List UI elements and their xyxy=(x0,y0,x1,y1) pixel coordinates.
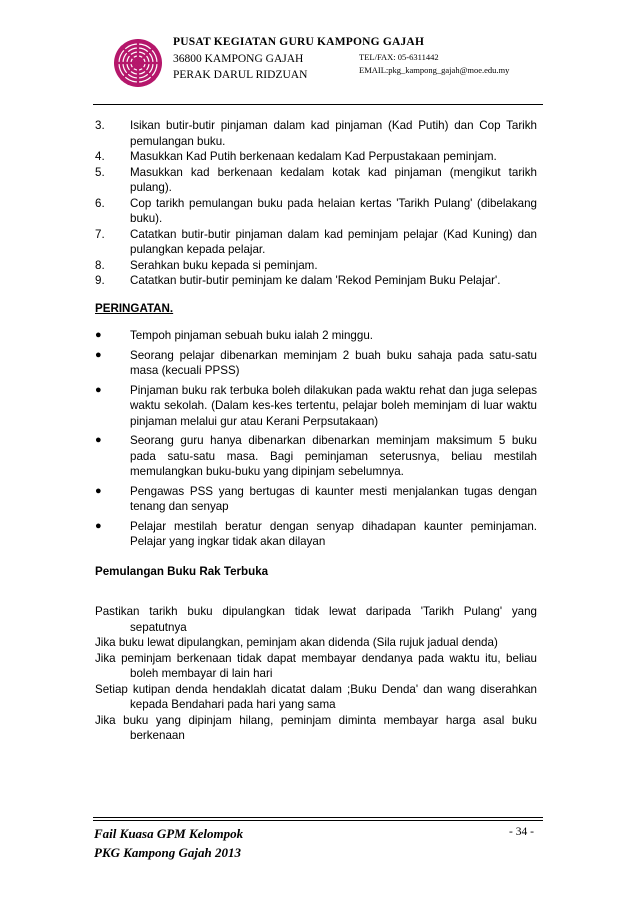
bullet-text: Seorang pelajar dibenarkan meminjam 2 buah buku sahaja pada satu-satu masa (kecuali PPSS) xyxy=(130,348,537,377)
letterhead-address-line2: PERAK DARUL RIDZUAN xyxy=(173,69,308,81)
paragraph: Pastikan tarikh buku dipulangkan tidak lewat daripada 'Tarikh Pulang' yang sepatutnya xyxy=(95,605,537,634)
list-item-text: Cop tarikh pemulangan buku pada helaian kertas 'Tarikh Pulang' (dibelakang buku). xyxy=(130,196,537,225)
bullet-item xyxy=(95,519,537,550)
bullet-icon: ● xyxy=(95,329,102,341)
list-item xyxy=(95,149,537,165)
letterhead-address-line1: 36800 KAMPONG GAJAH xyxy=(173,53,304,65)
list-item-text: Masukkan Kad Putih berkenaan kedalam Kad Perpustakaan peminjam. xyxy=(130,150,497,163)
footer-divider xyxy=(93,820,543,821)
letterhead xyxy=(93,32,543,102)
list-item-text: Isikan butir-butir pinjaman dalam kad pinjaman (Kad Putih) dan Cop Tarikh pemulangan buku. xyxy=(130,119,537,148)
page-number: - 34 - xyxy=(509,826,534,838)
warning-list xyxy=(95,328,537,550)
list-item-text: Masukkan kad berkenaan kedalam kotak kad pinjaman (mengikut tarikh pulang). xyxy=(130,165,537,194)
list-item-number: 6. xyxy=(95,196,105,210)
return-paragraphs xyxy=(95,604,537,744)
letterhead-email: EMAIL:pkg_kampong_gajah@moe.edu.my xyxy=(359,65,510,75)
bullet-item xyxy=(95,348,537,379)
bullet-item xyxy=(95,328,537,344)
footer-subtitle: PKG Kampong Gajah 2013 xyxy=(94,845,241,860)
list-item xyxy=(95,165,537,196)
bullet-text: Pinjaman buku rak terbuka boleh dilakukan pada waktu rehat dan juga selepas waktu sekolah. (Dalam kes-kes tertentu, pelajar boleh meminjam di luar waktu pinjaman melalui gur atau Kerani Perpsutakaan) xyxy=(130,383,537,428)
list-item-number: 9. xyxy=(95,274,105,287)
bullet-icon: ● xyxy=(95,383,102,396)
list-item xyxy=(95,258,537,274)
list-item xyxy=(95,273,537,289)
bullet-icon: ● xyxy=(95,484,102,497)
bullet-text: Tempoh pinjaman sebuah buku ialah 2 minggu. xyxy=(130,329,373,342)
letterhead-tel: TEL/FAX: 05-6311442 xyxy=(359,52,439,62)
bullet-icon: ● xyxy=(95,519,102,532)
bullet-text: Seorang guru hanya dibenarkan dibenarkan meminjam maksimum 5 buku pada satu-satu masa. Bagi peminjaman seterusnya, beliau mestilah memulangkan buku-buku yang dipinjam sebelumnya. xyxy=(130,434,537,478)
paragraph: Jika buku yang dipinjam hilang, peminjam diminta membayar harga asal buku berkenaan xyxy=(95,713,537,742)
header-divider xyxy=(93,104,543,105)
list-item-text: Serahkan buku kepada si peminjam. xyxy=(130,258,318,272)
paragraph: Setiap kutipan denda hendaklah dicatat dalam ;Buku Denda' dan wang diserahkan kepada Bendahari pada hari yang sama xyxy=(95,682,537,711)
paragraph: Jika peminjam berkenaan tidak dapat membayar dendanya pada waktu itu, beliau boleh membayar di lain hari xyxy=(95,651,537,680)
document-body xyxy=(95,118,537,744)
list-item-text: Catatkan butir-butir pinjaman dalam kad peminjam pelajar (Kad Kuning) dan pulangkan kepada pelajar. xyxy=(130,227,537,256)
bullet-item xyxy=(95,383,537,430)
list-item-text: Catatkan butir-butir peminjam ke dalam 'Rekod Peminjam Buku Pelajar'. xyxy=(130,274,501,287)
letterhead-title: PUSAT KEGIATAN GURU KAMPONG GAJAH xyxy=(173,36,425,48)
list-item-number: 3. xyxy=(95,119,105,132)
list-item xyxy=(95,196,537,227)
return-heading: Pemulangan Buku Rak Terbuka xyxy=(95,564,269,578)
bullet-icon: ● xyxy=(95,348,102,361)
paragraph: Jika buku lewat dipulangkan, peminjam akan didenda (Sila rujuk jadual denda) xyxy=(95,636,498,649)
footer-divider xyxy=(93,817,543,818)
bullet-icon: ● xyxy=(95,434,102,446)
bullet-item xyxy=(95,433,537,480)
warning-heading: PERINGATAN. xyxy=(95,301,174,315)
bullet-text: Pengawas PSS yang bertugas di kaunter mesti menjalankan tugas dengan tenang dan senyap xyxy=(130,484,537,513)
pkg-logo-icon xyxy=(113,38,163,88)
list-item xyxy=(95,227,537,258)
list-item-number: 5. xyxy=(95,165,105,179)
list-item-number: 8. xyxy=(95,258,105,272)
bullet-item xyxy=(95,484,537,515)
bullet-text: Pelajar mestilah beratur dengan senyap dihadapan kaunter peminjaman. Pelajar yang ingkar tidak akan dilayan xyxy=(130,519,537,548)
steps-list xyxy=(95,118,537,289)
list-item-number: 7. xyxy=(95,227,105,241)
footer-title: Fail Kuasa GPM Kelompok xyxy=(94,826,244,841)
list-item xyxy=(95,118,537,149)
list-item-number: 4. xyxy=(95,150,105,163)
